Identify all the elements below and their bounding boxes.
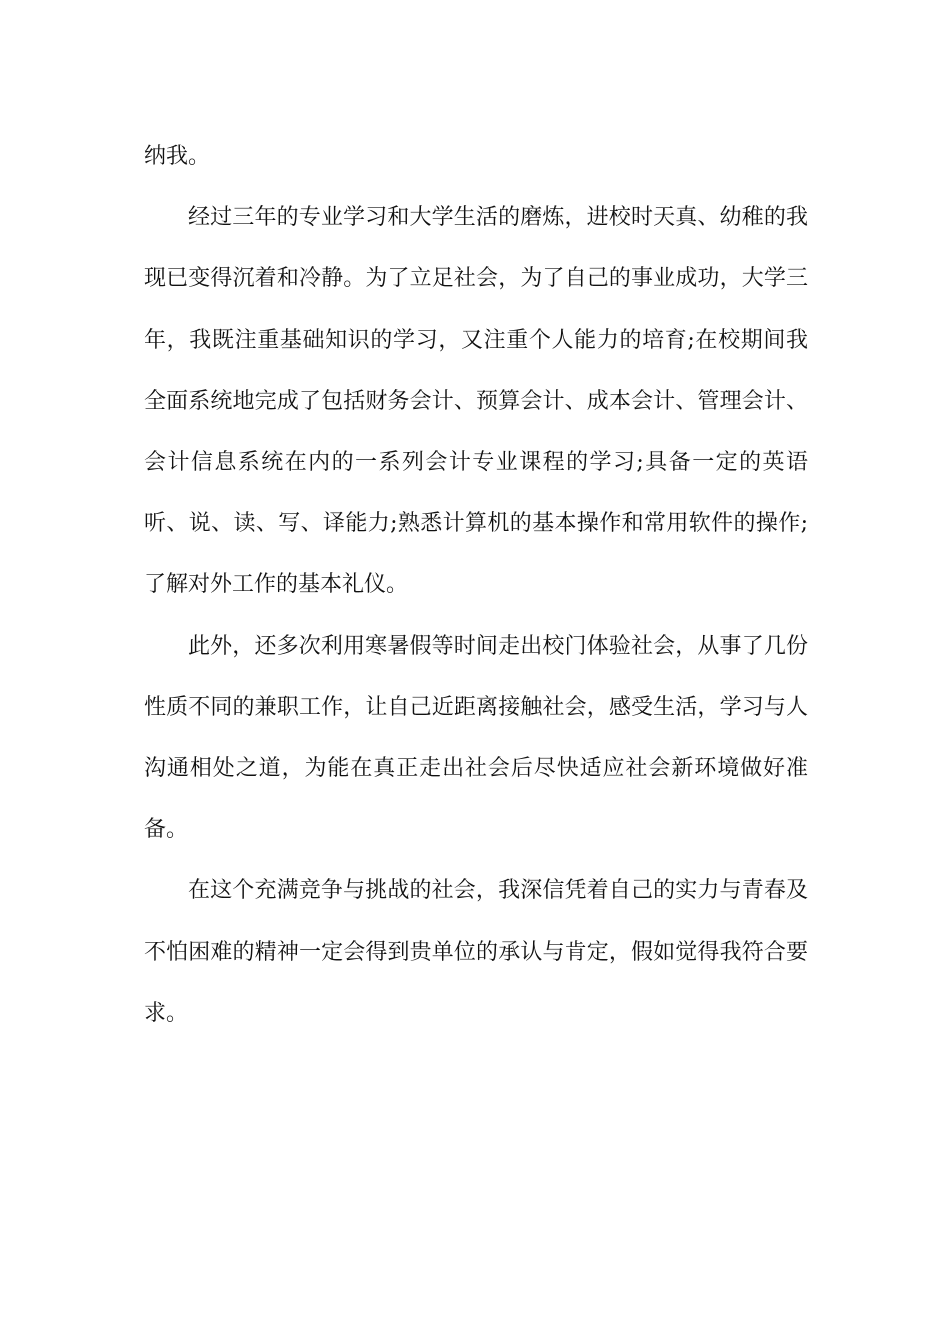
paragraph-continuation: 纳我。 (144, 144, 211, 169)
paragraph-education: 经过三年的专业学习和大学生活的磨炼，进校时天真、幼稚的我现已变得沉着和冷静。为了立足社会，为了自己的事业成功，大学三年，我既注重基础知识的学习，又注重个人能力的培育;在校期间我全面系统地完成了包括财务会计、预算会计、成本会计、管理会计、会计信息系统在内的一系列会计专业课程的学习;具备一定的英语听、说、读、写、译能力;熟悉计算机的基本操作和常用软件的操作;了解对外工作的基本礼仪。 (144, 205, 808, 598)
document-body (144, 126, 808, 1044)
paragraph-experience: 此外，还多次利用寒暑假等时间走出校门体验社会，从事了几份性质不同的兼职工作，让自己近距离接触社会，感受生活，学习与人沟通相处之道，为能在真正走出社会后尽快适应社会新环境做好准备。 (144, 633, 808, 843)
paragraph-closing: 在这个充满竞争与挑战的社会，我深信凭着自己的实力与青春及不怕困难的精神一定会得到贵单位的承认与肯定，假如觉得我符合要求。 (144, 878, 808, 1026)
